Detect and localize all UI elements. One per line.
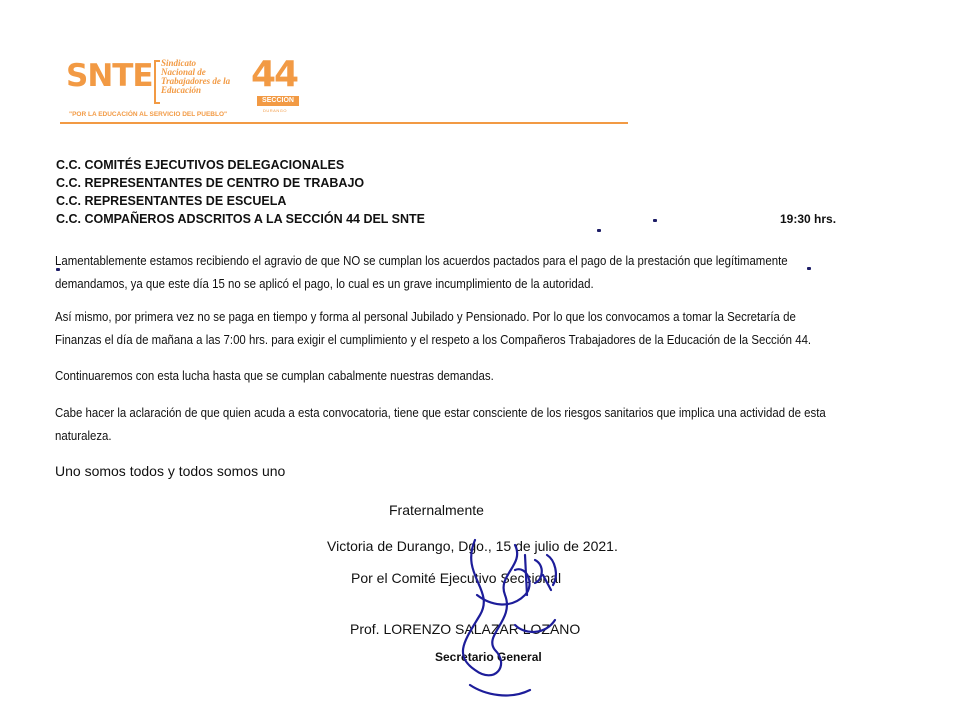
state-label: DURANGO [263,108,287,113]
slogan: Uno somos todos y todos somos uno [55,463,286,479]
letterhead [60,56,630,126]
ink-speck [653,219,657,222]
section-number: 44 [251,54,298,95]
snte-logo-text: SNTE [66,58,153,94]
signature [455,535,585,705]
signer-name: Prof. LORENZO SALAZAR LOZANO [350,621,581,637]
recipient-line: C.C. REPRESENTANTES DE ESCUELA [56,194,287,208]
recipient-line: C.C. COMPAÑEROS ADSCRITOS A LA SECCIÓN 44 DEL SNTE [56,212,426,226]
logo-bracket [154,60,160,104]
closing: Fraternalmente [389,502,484,518]
union-name: Sindicato Nacional de Trabajadores de la Educación [161,58,231,95]
paragraph: Cabe hacer la aclaración de que quien acuda a esta convocatoria, tiene que estar consciente de los riesgos sanitarios que implica una actividad de esta naturaleza. [55,405,826,443]
ink-speck [597,229,601,232]
place-date: Victoria de Durango, Dgo., 15 de julio de 2021. [327,538,618,554]
paragraph: Continuaremos con esta lucha hasta que se cumplan cabalmente nuestras demandas. [55,368,494,383]
recipient-line: C.C. REPRESENTANTES DE CENTRO DE TRABAJO [56,176,365,190]
paragraph: Así mismo, por primera vez no se paga en tiempo y forma al personal Jubilado y Pensionado. Por lo que los convocamos a tomar la Secretaría de Finanzas el día de mañana a las 7:00 hrs. para exigir el cumplimiento y el respeto a los Compañeros Trabajadores de la Educación de la Sección 44. [55,309,812,347]
paragraph: Lamentablemente estamos recibiendo el agravio de que NO se cumplan los acuerdos pactados para el pago de la prestación que legítimamente demandamos, ya que este día 15 no se aplicó el pago, lo cual es un grave incumplimiento de la autoridad. [55,253,788,291]
recipient-line: C.C. COMITÉS EJECUTIVOS DELEGACIONALES [56,158,345,172]
committee-line: Por el Comité Ejecutivo Seccional [351,570,562,586]
header-divider [60,122,628,124]
time-stamp: 19:30 hrs. [780,212,837,226]
section-label: SECCIÓN [257,96,299,106]
signer-title: Secretario General [435,650,542,664]
motto: "POR LA EDUCACIÓN AL SERVICIO DEL PUEBLO" [69,111,228,118]
